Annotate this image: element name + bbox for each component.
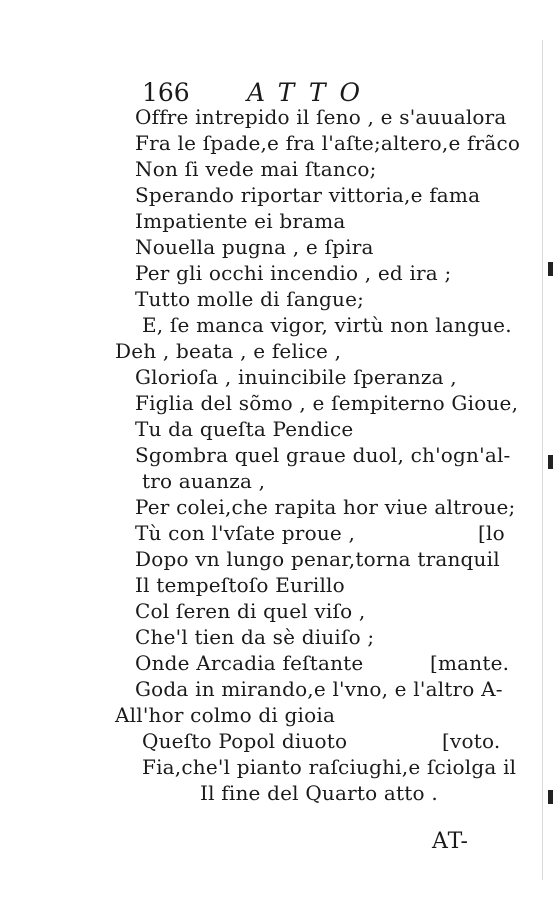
verse-line — [135, 416, 353, 442]
verse-line-text: Figlia del sõmo , e ſempiterno Gioue, — [135, 391, 519, 415]
verse-line-text: Nouella pugna , e ſpira — [135, 235, 374, 259]
verse-line — [135, 130, 520, 156]
verse-line — [135, 624, 374, 650]
verse-line-text: Goda in mirando,e l'vno, e l'altro A- — [135, 677, 503, 701]
turnover-text: [voto. — [442, 729, 501, 753]
verse-line-text: Fia,che'l pianto raſciughi,e ſciolga il — [142, 755, 517, 779]
verse-line — [135, 156, 377, 182]
verse-line-text: Sperando riportar vittoria,e fama — [135, 183, 481, 207]
verse-line — [142, 468, 265, 494]
turnover-text: [mante. — [430, 651, 510, 675]
verse-line-text: Sgombra quel graue duol, ch'ogn'al- — [135, 443, 511, 467]
verse-line-text: Deh , beata , e felice , — [115, 339, 342, 363]
verse-line — [135, 286, 364, 312]
edge-mark — [548, 455, 553, 469]
verse-line — [200, 780, 438, 806]
verse-line-text: Che'l tien da sè diuiſo ; — [135, 625, 375, 649]
verse-line-text: Glorioſa , inuincibile ſperanza , — [135, 365, 457, 389]
edge-mark — [548, 790, 553, 804]
verse-line-text: Per colei,che rapita hor viue altroue; — [135, 495, 516, 519]
verse-line — [135, 598, 365, 624]
verse-line-text: tro auanza , — [142, 469, 266, 493]
verse-line — [135, 650, 363, 676]
catchword: AT- — [432, 829, 469, 854]
verse-line-text: E, ſe manca vigor, virtù non langue. — [142, 313, 512, 337]
verse-line-text: Non ſi vede mai ſtanco; — [135, 157, 377, 181]
turnover-text: [lo — [478, 521, 505, 545]
verse-line — [142, 312, 512, 338]
verse-line-text: Fra le ſpade,e fra l'aſte;altero,e frãco — [135, 131, 521, 155]
verse-line — [135, 676, 503, 702]
verse-line-text: Il tempeſtoſo Eurillo — [135, 573, 345, 597]
verse-line — [135, 104, 507, 130]
running-title: ATTO — [247, 78, 374, 107]
verse-line-text: Per gli occhi incendio , ed ira ; — [135, 261, 452, 285]
verse-line-text: Col ſeren di quel viſo , — [135, 599, 366, 623]
verse-line — [135, 234, 374, 260]
edge-mark — [548, 262, 553, 276]
verse-line — [135, 260, 451, 286]
verse-line — [135, 572, 345, 598]
verse-line — [135, 442, 511, 468]
verse-line — [135, 546, 500, 572]
verse-line — [135, 182, 480, 208]
verse-line-text: Il fine del Quarto atto . — [200, 781, 438, 805]
verse-line-text: Tutto molle di ſangue; — [135, 287, 365, 311]
verse-line — [142, 754, 516, 780]
verse-line — [135, 520, 355, 546]
page-number: 166 — [142, 78, 190, 107]
verse-line-text: Tù con l'vſate proue , — [135, 521, 356, 545]
verse-line — [142, 728, 347, 754]
verse-line-text: Dopo vn lungo penar,torna tranquil — [135, 547, 500, 571]
verse-line-text: Onde Arcadia feſtante — [135, 651, 364, 675]
verse-line — [135, 208, 346, 234]
verse-line-text: Offre intrepido il ſeno , e s'auualora — [135, 105, 507, 129]
verse-line-text: Tu da queſta Pendice — [135, 417, 354, 441]
verse-line — [135, 364, 457, 390]
verse-line-text: Impatiente ei brama — [135, 209, 346, 233]
verse-line-text: Queſto Popol diuoto — [142, 729, 348, 753]
verse-line — [135, 390, 518, 416]
verse-line — [135, 494, 515, 520]
verse-line — [115, 338, 341, 364]
verse-line — [115, 702, 335, 728]
verse-line-text: All'hor colmo di gioia — [115, 703, 336, 727]
